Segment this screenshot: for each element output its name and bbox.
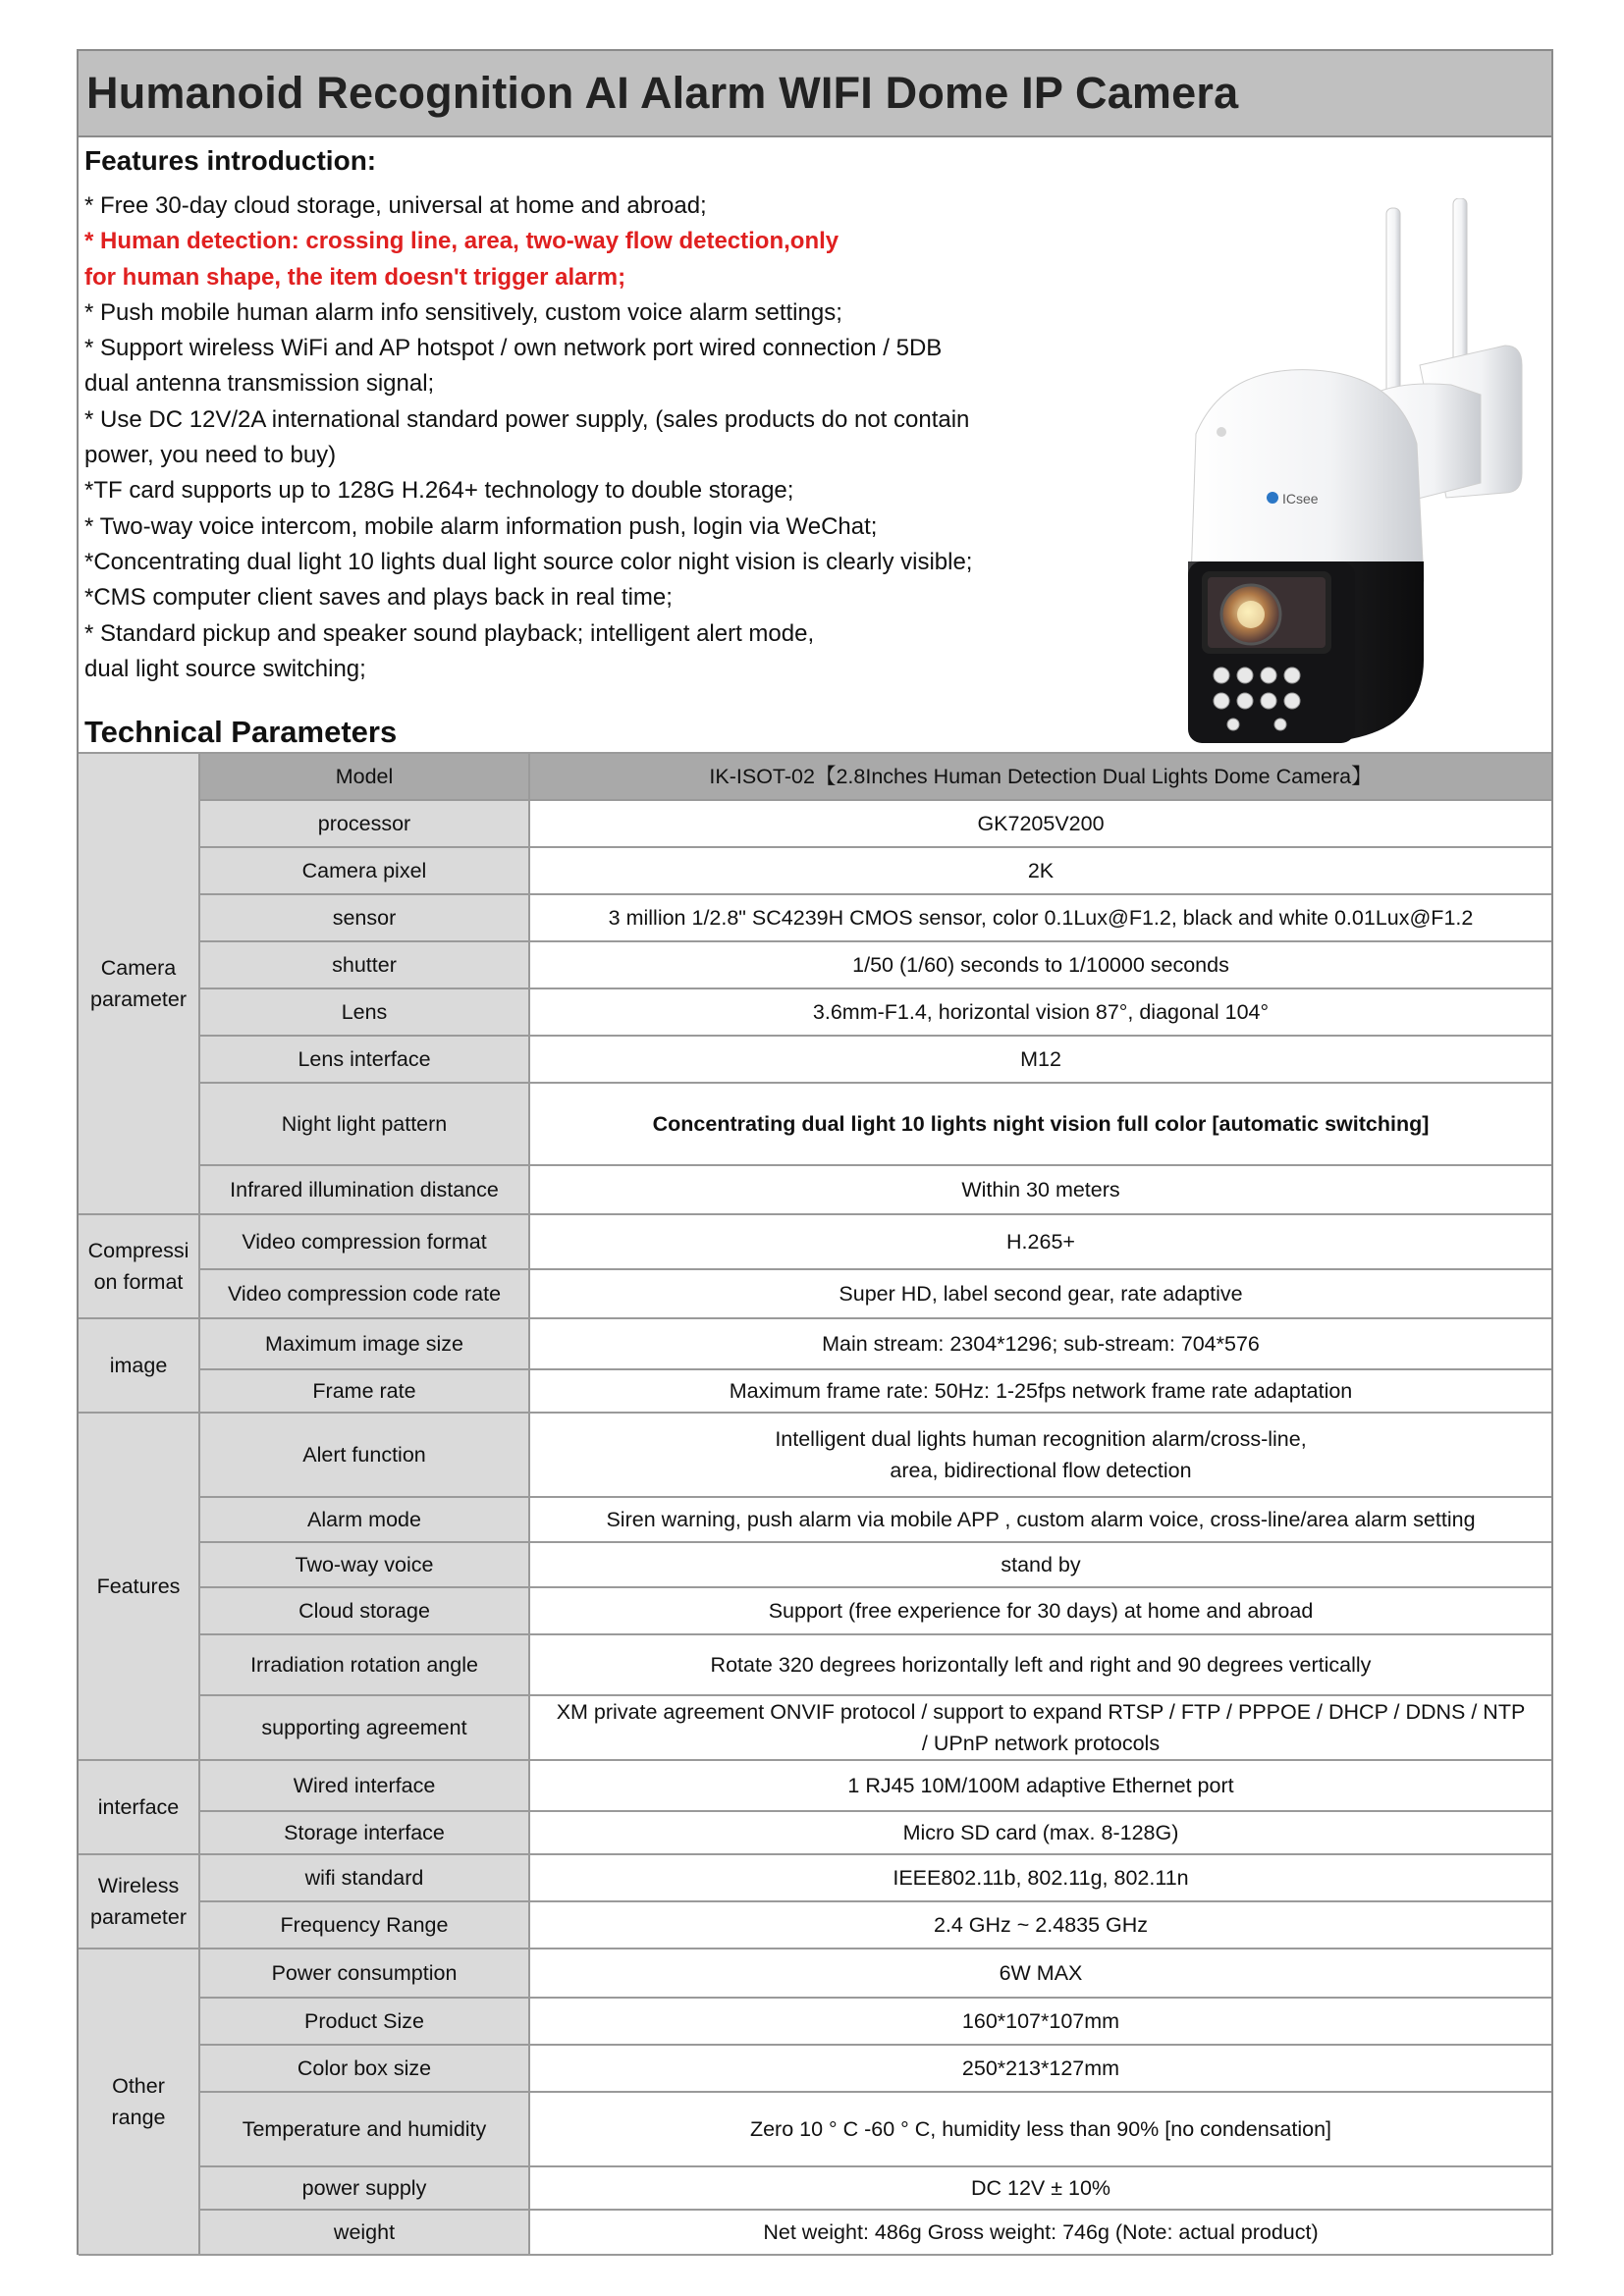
tech-params-table bbox=[79, 752, 1551, 2256]
param-value: 250*213*127mm bbox=[529, 2045, 1551, 2092]
param-value: Support (free experience for 30 days) at home and abroad bbox=[529, 1587, 1551, 1634]
table-row bbox=[79, 2092, 1551, 2166]
param-value: Within 30 meters bbox=[529, 1165, 1551, 1214]
group-interface: interface bbox=[79, 1760, 199, 1854]
param-value: M12 bbox=[529, 1036, 1551, 1083]
group-features: Features bbox=[79, 1413, 199, 1760]
param-label: Cloud storage bbox=[199, 1587, 529, 1634]
param-label: Alert function bbox=[199, 1413, 529, 1497]
camera-brand-label: ICsee bbox=[1282, 491, 1319, 507]
param-label: Video compression code rate bbox=[199, 1269, 529, 1318]
table-row bbox=[79, 988, 1551, 1036]
param-label: Wired interface bbox=[199, 1760, 529, 1811]
group-wireless-parameter: Wireless parameter bbox=[79, 1854, 199, 1949]
feature-line: * Push mobile human alarm info sensitively, custom voice alarm settings; bbox=[84, 298, 842, 326]
param-label: Maximum image size bbox=[199, 1318, 529, 1369]
features-list bbox=[84, 188, 1106, 687]
table-row bbox=[79, 1214, 1551, 1269]
param-value: Maximum frame rate: 50Hz: 1-25fps network frame rate adaptation bbox=[529, 1369, 1551, 1413]
tech-params-heading: Technical Parameters bbox=[84, 715, 398, 749]
table-row bbox=[79, 1369, 1551, 1413]
feature-line-highlight: * Human detection: crossing line, area, two-way flow detection,only bbox=[84, 228, 839, 255]
page-title: Humanoid Recognition AI Alarm WIFI Dome IP Camera bbox=[86, 68, 1239, 118]
feature-line: * Use DC 12V/2A international standard power supply, (sales products do not contain bbox=[84, 405, 970, 433]
param-value: DC 12V ± 10% bbox=[529, 2166, 1551, 2210]
table-row bbox=[79, 1998, 1551, 2045]
param-label: power supply bbox=[199, 2166, 529, 2210]
param-label: Lens interface bbox=[199, 1036, 529, 1083]
table-row bbox=[79, 800, 1551, 847]
param-value: Concentrating dual light 10 lights night vision full color [automatic switching] bbox=[529, 1083, 1551, 1165]
feature-line: *CMS computer client saves and plays back in real time; bbox=[84, 584, 673, 612]
param-label: Camera pixel bbox=[199, 847, 529, 894]
param-value: 1 RJ45 10M/100M adaptive Ethernet port bbox=[529, 1760, 1551, 1811]
param-label: Frequency Range bbox=[199, 1901, 529, 1949]
table-row bbox=[79, 1269, 1551, 1318]
param-label: sensor bbox=[199, 894, 529, 941]
table-row bbox=[79, 1165, 1551, 1214]
param-label: Infrared illumination distance bbox=[199, 1165, 529, 1214]
feature-line: *TF card supports up to 128G H.264+ technology to double storage; bbox=[84, 477, 794, 505]
feature-line: * Two-way voice intercom, mobile alarm information push, login via WeChat; bbox=[84, 512, 878, 540]
table-row bbox=[79, 1695, 1551, 1760]
table-row bbox=[79, 1587, 1551, 1634]
dome-camera-image bbox=[1166, 198, 1540, 748]
param-value: 6W MAX bbox=[529, 1949, 1551, 1998]
param-value: 160*107*107mm bbox=[529, 1998, 1551, 2045]
param-label: wifi standard bbox=[199, 1854, 529, 1901]
feature-line: * Free 30-day cloud storage, universal at home and abroad; bbox=[84, 192, 707, 219]
table-row bbox=[79, 1901, 1551, 1949]
table-row bbox=[79, 1413, 1551, 1497]
param-value: GK7205V200 bbox=[529, 800, 1551, 847]
table-row bbox=[79, 1811, 1551, 1854]
table-row bbox=[79, 1634, 1551, 1695]
group-compression-format: Compressi on format bbox=[79, 1214, 199, 1318]
table-row bbox=[79, 1083, 1551, 1165]
param-label: Temperature and humidity bbox=[199, 2092, 529, 2166]
table-row bbox=[79, 1949, 1551, 1998]
table-row bbox=[79, 1497, 1551, 1542]
param-label: Product Size bbox=[199, 1998, 529, 2045]
feature-line: * Support wireless WiFi and AP hotspot / own network port wired connection / 5DB bbox=[84, 335, 943, 362]
table-row bbox=[79, 753, 1551, 800]
param-label: Two-way voice bbox=[199, 1542, 529, 1587]
feature-line: power, you need to buy) bbox=[84, 442, 337, 469]
param-value: 3 million 1/2.8" SC4239H CMOS sensor, color 0.1Lux@F1.2, black and white 0.01Lux@F1.2 bbox=[529, 894, 1551, 941]
table-row bbox=[79, 1854, 1551, 1901]
param-label: Power consumption bbox=[199, 1949, 529, 1998]
param-value: Net weight: 486g Gross weight: 746g (Note: actual product) bbox=[529, 2210, 1551, 2255]
table-row bbox=[79, 1542, 1551, 1587]
param-value-line: area, bidirectional flow detection bbox=[890, 1459, 1192, 1482]
group-other-range: Other range bbox=[79, 1949, 199, 2255]
param-label: supporting agreement bbox=[199, 1695, 529, 1760]
table-row bbox=[79, 2166, 1551, 2210]
param-label: Lens bbox=[199, 988, 529, 1036]
param-value: Siren warning, push alarm via mobile APP , custom alarm voice, cross-line/area alarm setting bbox=[529, 1497, 1551, 1542]
param-value-line: Intelligent dual lights human recognition alarm/cross-line, bbox=[775, 1427, 1307, 1451]
param-value: Zero 10 ° C -60 ° C, humidity less than 90% [no condensation] bbox=[529, 2092, 1551, 2166]
param-value: IEEE802.11b, 802.11g, 802.11n bbox=[529, 1854, 1551, 1901]
table-row bbox=[79, 847, 1551, 894]
param-value-line: / UPnP network protocols bbox=[921, 1732, 1161, 1755]
title-bar bbox=[79, 51, 1551, 137]
param-value: stand by bbox=[529, 1542, 1551, 1587]
param-label: shutter bbox=[199, 941, 529, 988]
feature-line: * Standard pickup and speaker sound playback; intelligent alert mode, bbox=[84, 619, 815, 647]
param-label: processor bbox=[199, 800, 529, 847]
param-label: Night light pattern bbox=[199, 1083, 529, 1165]
param-value: Micro SD card (max. 8-128G) bbox=[529, 1811, 1551, 1854]
param-value: Super HD, label second gear, rate adaptive bbox=[529, 1269, 1551, 1318]
param-value: Main stream: 2304*1296; sub-stream: 704*576 bbox=[529, 1318, 1551, 1369]
param-value bbox=[529, 1695, 1551, 1760]
table-row bbox=[79, 941, 1551, 988]
table-row bbox=[79, 894, 1551, 941]
table-row bbox=[79, 2210, 1551, 2255]
group-image: image bbox=[79, 1318, 199, 1413]
param-value: 3.6mm-F1.4, horizontal vision 87°, diagonal 104° bbox=[529, 988, 1551, 1036]
param-value: Rotate 320 degrees horizontally left and right and 90 degrees vertically bbox=[529, 1634, 1551, 1695]
param-label: Video compression format bbox=[199, 1214, 529, 1269]
param-label: Frame rate bbox=[199, 1369, 529, 1413]
param-value: IK-ISOT-02【2.8Inches Human Detection Dual Lights Dome Camera】 bbox=[529, 753, 1551, 800]
feature-line: *Concentrating dual light 10 lights dual light source color night vision is clearly visible; bbox=[84, 548, 973, 575]
param-label: Storage interface bbox=[199, 1811, 529, 1854]
table-row bbox=[79, 1036, 1551, 1083]
param-value: 2.4 GHz ~ 2.4835 GHz bbox=[529, 1901, 1551, 1949]
feature-line: dual antenna transmission signal; bbox=[84, 370, 435, 398]
features-heading: Features introduction: bbox=[84, 145, 377, 176]
param-label: Alarm mode bbox=[199, 1497, 529, 1542]
group-camera-parameter: Camera parameter bbox=[79, 753, 199, 1214]
param-value bbox=[529, 1413, 1551, 1497]
param-label: Color box size bbox=[199, 2045, 529, 2092]
feature-line-highlight: for human shape, the item doesn't trigger alarm; bbox=[84, 263, 626, 291]
param-label: weight bbox=[199, 2210, 529, 2255]
table-row bbox=[79, 1760, 1551, 1811]
param-label: Irradiation rotation angle bbox=[199, 1634, 529, 1695]
param-value: 1/50 (1/60) seconds to 1/10000 seconds bbox=[529, 941, 1551, 988]
feature-line: dual light source switching; bbox=[84, 655, 366, 682]
spec-sheet bbox=[77, 49, 1553, 2255]
table-row bbox=[79, 2045, 1551, 2092]
param-value: 2K bbox=[529, 847, 1551, 894]
table-row bbox=[79, 1318, 1551, 1369]
param-value-line: XM private agreement ONVIF protocol / support to expand RTSP / FTP / PPPOE / DHCP / DDNS / NTP bbox=[556, 1700, 1526, 1724]
param-value: H.265+ bbox=[529, 1214, 1551, 1269]
param-label: Model bbox=[199, 753, 529, 800]
